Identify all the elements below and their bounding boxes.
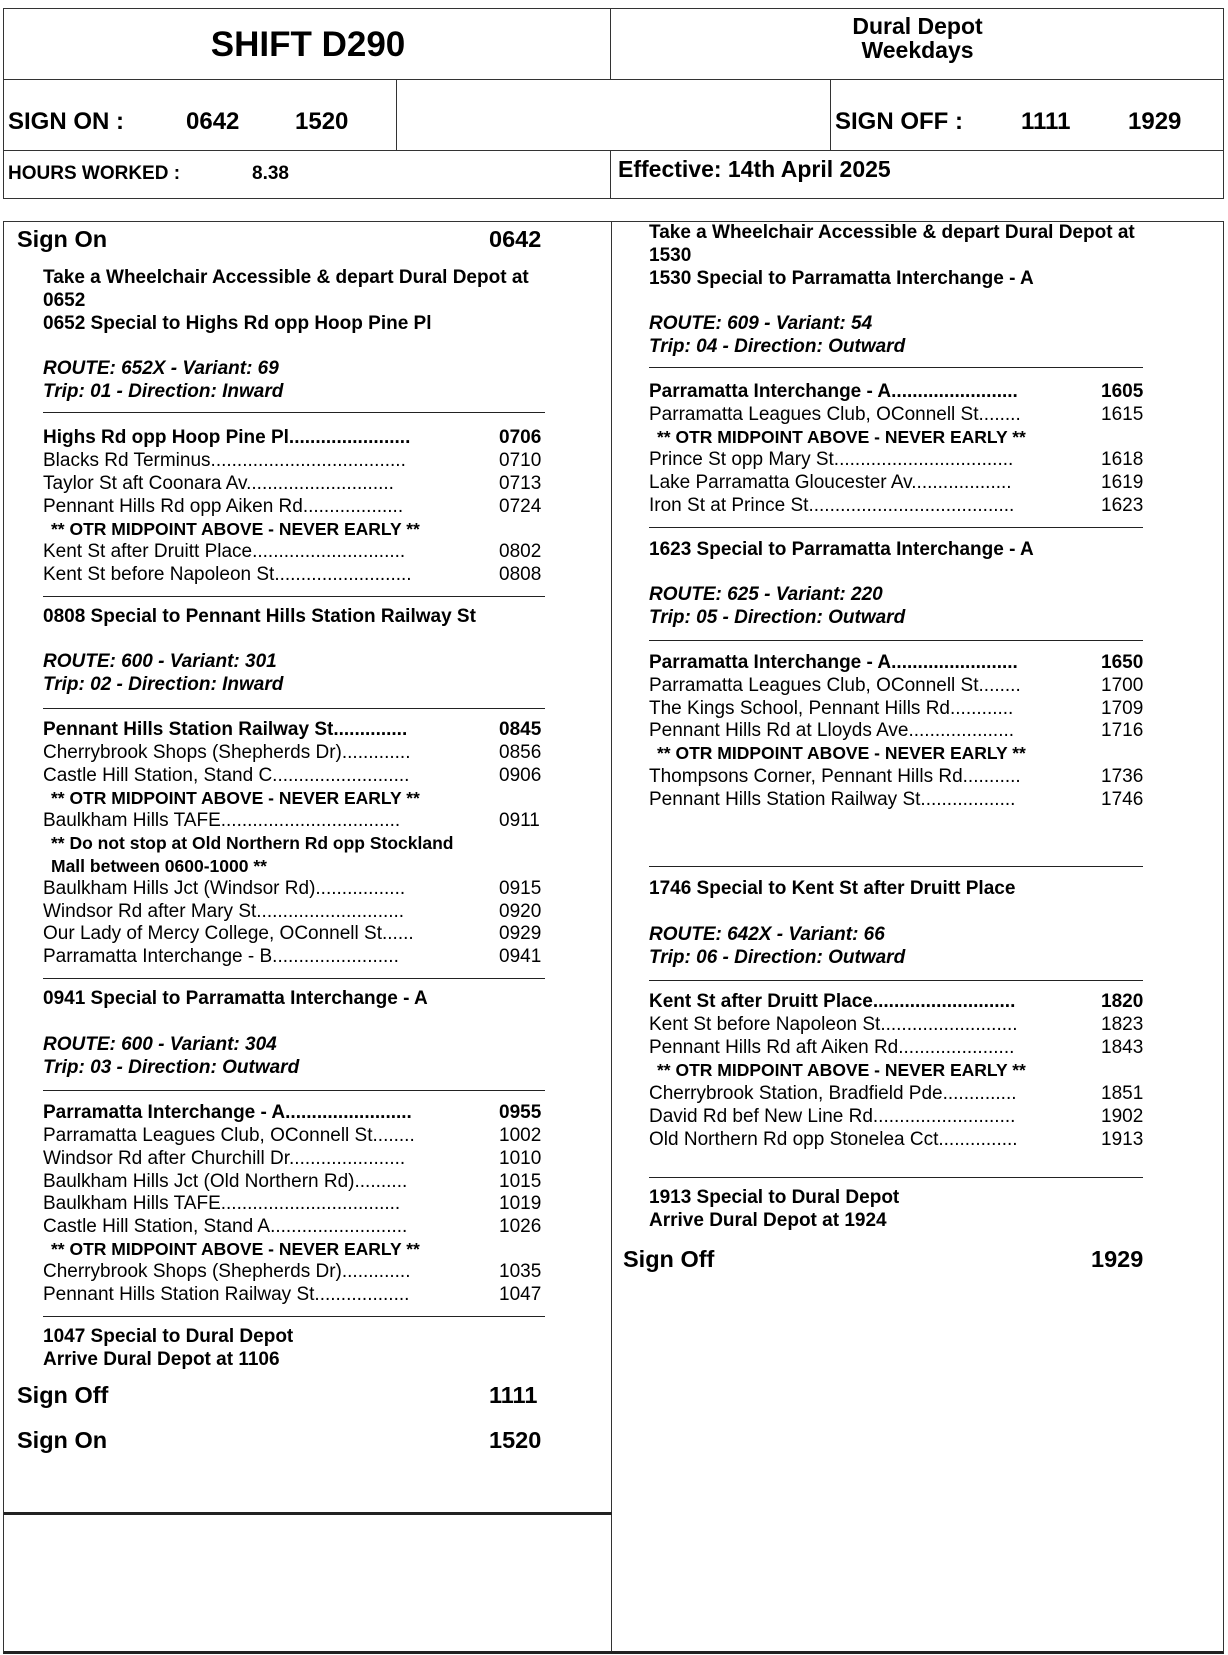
- trip-special: 0941 Special to Parramatta Interchange - A: [43, 988, 428, 1009]
- trip-special: 0652 Special to Highs Rd opp Hoop Pine Pl: [43, 313, 432, 334]
- trip-direction: Trip: 02 - Direction: Inward: [43, 674, 284, 695]
- stop-name: Blacks Rd Terminus.....................................: [43, 450, 406, 471]
- stop-name: Kent St after Druitt Place.............................: [43, 541, 406, 562]
- shift-body: [3, 221, 1224, 1654]
- stop-time: 0955: [499, 1102, 542, 1123]
- sign-off-time: 1929: [1091, 1246, 1144, 1272]
- stop-name: Windsor Rd after Churchill Dr......................: [43, 1148, 406, 1169]
- trip-route: ROUTE: 600 - Variant: 301: [43, 651, 277, 672]
- stop-name: Parramatta Leagues Club, OConnell St........: [649, 404, 1021, 425]
- stop-name: Prince St opp Mary St..................................: [649, 449, 1014, 470]
- hours-worked-value: 8.38: [252, 163, 289, 184]
- divider: [830, 80, 831, 150]
- stop-name: Parramatta Interchange - A........................: [649, 381, 1018, 402]
- divider: [649, 640, 1143, 641]
- stop-name: Parramatta Interchange - B........................: [43, 946, 399, 967]
- depot-name: Dural Depot: [852, 13, 983, 39]
- depart-instruction: Take a Wheelchair Accessible & depart Dural Depot at: [43, 267, 529, 288]
- trip-direction: Trip: 05 - Direction: Outward: [649, 607, 906, 628]
- stop-time: 1623: [1101, 495, 1144, 516]
- stop-time: 0915: [499, 878, 542, 899]
- day-type: Weekdays: [861, 37, 974, 63]
- stop-time: 1026: [499, 1216, 542, 1237]
- stop-name: Highs Rd opp Hoop Pine Pl.......................: [43, 427, 411, 448]
- stop-time: 1736: [1101, 766, 1144, 787]
- stop-name: Pennant Hills Rd at Lloyds Ave....................: [649, 720, 1015, 741]
- trip-route: ROUTE: 652X - Variant: 69: [43, 358, 279, 379]
- stop-time: 1619: [1101, 472, 1144, 493]
- divider: [43, 978, 545, 979]
- sign-on-time-1: 0642: [186, 108, 240, 135]
- stop-time: 0941: [499, 946, 542, 967]
- stop-name: Kent St after Druitt Place...........................: [649, 991, 1016, 1012]
- stop-name: Cherrybrook Shops (Shepherds Dr).............: [43, 742, 411, 763]
- stop-time: 1615: [1101, 404, 1144, 425]
- stop-name: Pennant Hills Rd aft Aiken Rd......................: [649, 1037, 1015, 1058]
- stop-time: 1823: [1101, 1014, 1144, 1035]
- sign-on-2-time: 1520: [489, 1427, 542, 1453]
- trip-special: 1530 Special to Parramatta Interchange - A: [649, 268, 1034, 289]
- do-not-stop-note-cont: Mall between 0600-1000 **: [51, 856, 267, 876]
- trip-route: ROUTE: 642X - Variant: 66: [649, 924, 885, 945]
- otr-midpoint-note: ** OTR MIDPOINT ABOVE - NEVER EARLY **: [51, 1239, 420, 1259]
- column-divider: [611, 222, 612, 1651]
- stop-time: 1010: [499, 1148, 542, 1169]
- return-special: 1913 Special to Dural Depot: [649, 1187, 900, 1208]
- otr-midpoint-note: ** OTR MIDPOINT ABOVE - NEVER EARLY **: [657, 427, 1026, 447]
- sign-on-label: SIGN ON :: [8, 108, 125, 135]
- stop-time: 0713: [499, 473, 542, 494]
- trip-direction: Trip: 06 - Direction: Outward: [649, 947, 906, 968]
- stop-name: Pennant Hills Station Railway St..............: [43, 719, 408, 740]
- stop-time: 1843: [1101, 1037, 1144, 1058]
- otr-midpoint-note: ** OTR MIDPOINT ABOVE - NEVER EARLY **: [657, 743, 1026, 763]
- shift-title: SHIFT D290: [210, 25, 406, 64]
- trip-route: ROUTE: 600 - Variant: 304: [43, 1034, 277, 1055]
- divider: [649, 980, 1143, 981]
- trip-direction: Trip: 01 - Direction: Inward: [43, 381, 284, 402]
- divider: [649, 1177, 1143, 1178]
- stop-time: 0911: [499, 810, 540, 831]
- stop-name: Kent St before Napoleon St..........................: [43, 564, 412, 585]
- stop-time: 0929: [499, 923, 542, 944]
- stop-time: 1605: [1101, 381, 1144, 402]
- do-not-stop-note: ** Do not stop at Old Northern Rd opp Stockland: [51, 833, 454, 853]
- stop-name: Our Lady of Mercy College, OConnell St......: [43, 923, 414, 944]
- sign-on-label: Sign On: [17, 226, 108, 252]
- hours-worked-label: HOURS WORKED :: [8, 163, 181, 184]
- sign-off-time-1: 1111: [1021, 108, 1071, 135]
- otr-midpoint-note: ** OTR MIDPOINT ABOVE - NEVER EARLY **: [657, 1060, 1026, 1080]
- arrive-depot: Arrive Dural Depot at 1924: [649, 1210, 887, 1231]
- sign-off-label: Sign Off: [17, 1382, 109, 1408]
- depot-info: [612, 14, 1223, 62]
- stop-name: Cherrybrook Shops (Shepherds Dr).............: [43, 1261, 411, 1282]
- stop-name: Lake Parramatta Gloucester Av...................: [649, 472, 1012, 493]
- arrive-depot: Arrive Dural Depot at 1106: [43, 1349, 280, 1370]
- sign-off-time: 1111: [489, 1382, 538, 1408]
- stop-time: 0706: [499, 427, 542, 448]
- stop-time: 0808: [499, 564, 542, 585]
- trip-direction: Trip: 03 - Direction: Outward: [43, 1057, 300, 1078]
- trip-route: ROUTE: 625 - Variant: 220: [649, 584, 883, 605]
- stop-time: 0802: [499, 541, 542, 562]
- stop-time: 1618: [1101, 449, 1144, 470]
- depart-instruction: Take a Wheelchair Accessible & depart Dural Depot at: [649, 222, 1135, 243]
- stop-time: 1709: [1101, 698, 1144, 719]
- stop-name: David Rd bef New Line Rd...........................: [649, 1106, 1016, 1127]
- shift-header: [3, 8, 1224, 199]
- divider: [43, 708, 545, 709]
- stop-name: Thompsons Corner, Pennant Hills Rd...........: [649, 766, 1021, 787]
- stop-time: 0920: [499, 901, 542, 922]
- stop-time: 1851: [1101, 1083, 1144, 1104]
- stop-name: Baulkham Hills TAFE..................................: [43, 810, 401, 831]
- divider: [43, 1090, 545, 1091]
- sign-on-time-2: 1520: [295, 108, 349, 135]
- header-title-row: [4, 9, 1223, 80]
- stop-name: Parramatta Interchange - A........................: [43, 1102, 412, 1123]
- divider: [649, 866, 1143, 867]
- divider: [396, 80, 397, 150]
- stop-time: 0710: [499, 450, 542, 471]
- stop-name: Windsor Rd after Mary St............................: [43, 901, 405, 922]
- effective-date: Effective: 14th April 2025: [618, 156, 891, 182]
- stop-time: 1047: [499, 1284, 542, 1305]
- sign-off-label: Sign Off: [623, 1246, 715, 1272]
- stop-time: 1700: [1101, 675, 1144, 696]
- stop-name: Castle Hill Station, Stand A..........................: [43, 1216, 408, 1237]
- stop-name: Old Northern Rd opp Stonelea Cct...............: [649, 1129, 1018, 1150]
- stop-name: Iron St at Prince St.......................................: [649, 495, 1015, 516]
- stop-time: 0856: [499, 742, 542, 763]
- trip-direction: Trip: 04 - Direction: Outward: [649, 336, 906, 357]
- divider: [43, 1316, 545, 1317]
- header-hours-row: [4, 151, 1223, 198]
- stop-time: 1820: [1101, 991, 1144, 1012]
- header-sign-row: [4, 80, 1223, 151]
- stop-time: 1019: [499, 1193, 542, 1214]
- stop-name: The Kings School, Pennant Hills Rd............: [649, 698, 1014, 719]
- divider: [649, 527, 1143, 528]
- sign-on-2-label: Sign On: [17, 1427, 108, 1453]
- trip-route: ROUTE: 609 - Variant: 54: [649, 313, 873, 334]
- trip-special: 1623 Special to Parramatta Interchange - A: [649, 539, 1034, 560]
- stop-name: Baulkham Hills TAFE..................................: [43, 1193, 401, 1214]
- stop-time: 1716: [1101, 720, 1144, 741]
- stop-time: 1650: [1101, 652, 1144, 673]
- stop-name: Pennant Hills Station Railway St..................: [649, 789, 1016, 810]
- sign-off-label: SIGN OFF :: [835, 108, 963, 135]
- depart-time: 0652: [43, 290, 86, 311]
- stop-time: 1746: [1101, 789, 1144, 810]
- divider: [43, 596, 545, 597]
- return-special: 1047 Special to Dural Depot: [43, 1326, 294, 1347]
- depart-time: 1530: [649, 245, 692, 266]
- stop-name: Kent St before Napoleon St..........................: [649, 1014, 1018, 1035]
- stop-name: Baulkham Hills Jct (Old Northern Rd)..........: [43, 1171, 408, 1192]
- stop-name: Castle Hill Station, Stand C..........................: [43, 765, 410, 786]
- divider: [649, 367, 1143, 368]
- stop-name: Pennant Hills Station Railway St..................: [43, 1284, 410, 1305]
- divider: [43, 412, 545, 413]
- stop-name: Taylor St aft Coonara Av............................: [43, 473, 394, 494]
- stop-time: 0845: [499, 719, 542, 740]
- stop-time: 1913: [1101, 1129, 1144, 1150]
- divider: [610, 151, 611, 198]
- sign-off-time-2: 1929: [1128, 108, 1182, 135]
- trip-special: 0808 Special to Pennant Hills Station Railway St: [43, 606, 476, 627]
- stop-name: Cherrybrook Station, Bradfield Pde..............: [649, 1083, 1017, 1104]
- trip-special: 1746 Special to Kent St after Druitt Place: [649, 878, 1016, 899]
- stop-name: Parramatta Leagues Club, OConnell St........: [43, 1125, 415, 1146]
- otr-midpoint-note: ** OTR MIDPOINT ABOVE - NEVER EARLY **: [51, 519, 420, 539]
- otr-midpoint-note: ** OTR MIDPOINT ABOVE - NEVER EARLY **: [51, 788, 420, 808]
- stop-name: Baulkham Hills Jct (Windsor Rd).................: [43, 878, 406, 899]
- stop-time: 1035: [499, 1261, 542, 1282]
- stop-name: Parramatta Leagues Club, OConnell St........: [649, 675, 1021, 696]
- stop-time: 1002: [499, 1125, 542, 1146]
- stop-time: 1015: [499, 1171, 542, 1192]
- stop-time: 0906: [499, 765, 542, 786]
- stop-time: 1902: [1101, 1106, 1144, 1127]
- stop-name: Pennant Hills Rd opp Aiken Rd...................: [43, 496, 404, 517]
- sign-on-time: 0642: [489, 226, 542, 252]
- stop-name: Parramatta Interchange - A........................: [649, 652, 1018, 673]
- stop-time: 0724: [499, 496, 542, 517]
- sign-on-divider: [4, 1512, 612, 1515]
